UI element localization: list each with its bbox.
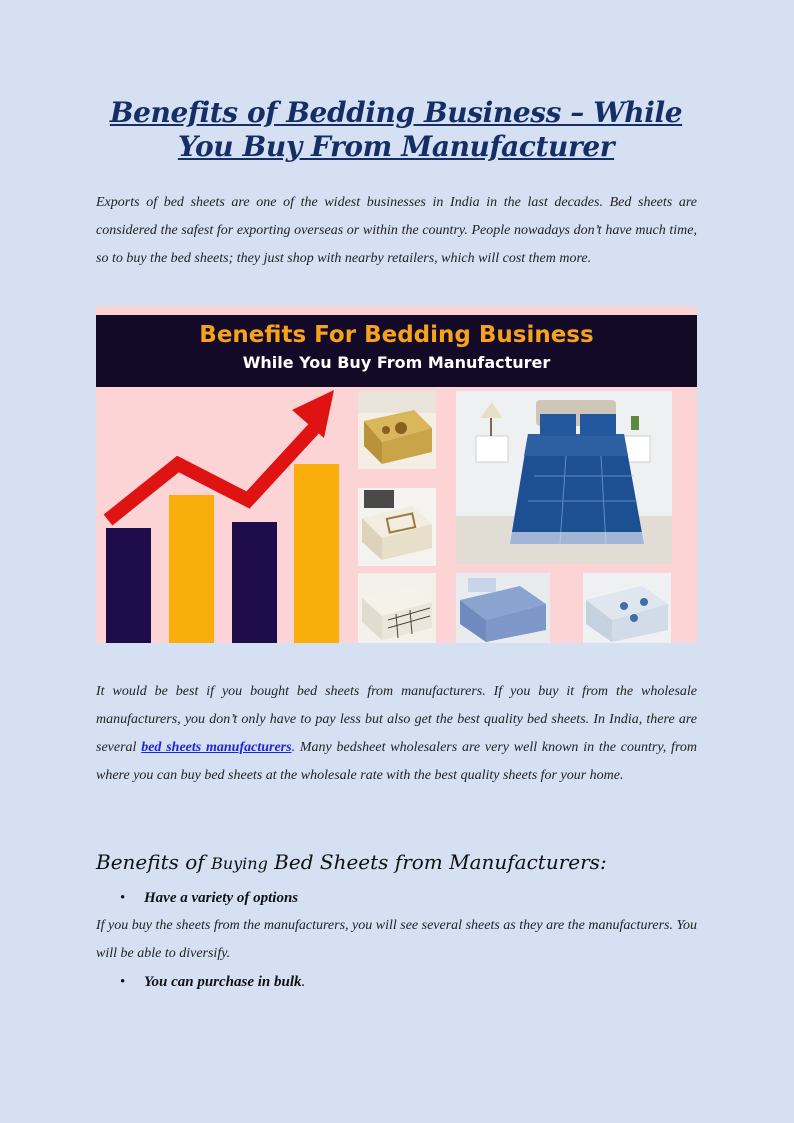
bullet-item-bulk xyxy=(120,968,305,996)
bullet-text: Have a variety of options xyxy=(144,890,299,906)
growth-bar-1 xyxy=(106,528,151,643)
bed-photo-2 xyxy=(358,488,436,566)
growth-bar-2 xyxy=(169,495,214,643)
bed-photo-1 xyxy=(358,391,436,469)
variety-description: If you buy the sheets from the manufacturers, you will see several sheets as they are the manufacturers. You will be able to diversify. xyxy=(96,918,697,961)
banner-image xyxy=(96,306,697,643)
bed-photo-main xyxy=(456,391,672,564)
bullet-icon: • xyxy=(120,890,126,906)
banner-title: Benefits For Bedding Business xyxy=(199,322,594,348)
page-title: Benefits of Bedding Business – While You Buy From Manufacturer xyxy=(109,96,683,163)
bed-photo-3 xyxy=(358,573,436,643)
paragraph-text-before-link: It would be best if you bought bed sheets from manufacturers. If you buy it from the wholesale manufacturers, you don’t only have to pay less but also get the best quality bed sheets. In India, there are several xyxy=(96,684,697,755)
manufacturers-paragraph xyxy=(96,678,697,790)
growth-chart-graphic xyxy=(96,306,697,643)
paragraph-text-after-link: . Many bedsheet wholesalers are very well known in the country, from where you can buy bed sheets at the wholesale rate with the best quality sheets for your home. xyxy=(96,740,697,783)
bed-photo-4 xyxy=(456,573,550,643)
growth-bar-3 xyxy=(232,522,277,643)
heading-part-1: Benefits of xyxy=(96,850,212,874)
section-heading xyxy=(96,850,607,874)
banner-subtitle: While You Buy From Manufacturer xyxy=(242,353,551,372)
bullet-icon: • xyxy=(120,974,126,990)
growth-bar-4 xyxy=(294,464,339,643)
heading-part-3: Bed Sheets from Manufacturers: xyxy=(267,850,607,874)
bed-photo-5 xyxy=(583,573,671,643)
bullet-item-variety xyxy=(120,884,298,912)
heading-part-2: Buying xyxy=(211,854,268,873)
bed-sheets-manufacturers-link[interactable]: bed sheets manufacturers xyxy=(141,740,292,755)
bullet-text: You can purchase in bulk xyxy=(144,974,302,990)
intro-paragraph: Exports of bed sheets are one of the widest businesses in India in the last decades. Bed sheets are considered the safest for exporting overseas or within the country. People nowadays don’t have much time, so to buy the bed sheets; they just shop with nearby retailers, which will cost them more. xyxy=(96,195,697,266)
bullet-trailing-period: . xyxy=(301,974,306,990)
